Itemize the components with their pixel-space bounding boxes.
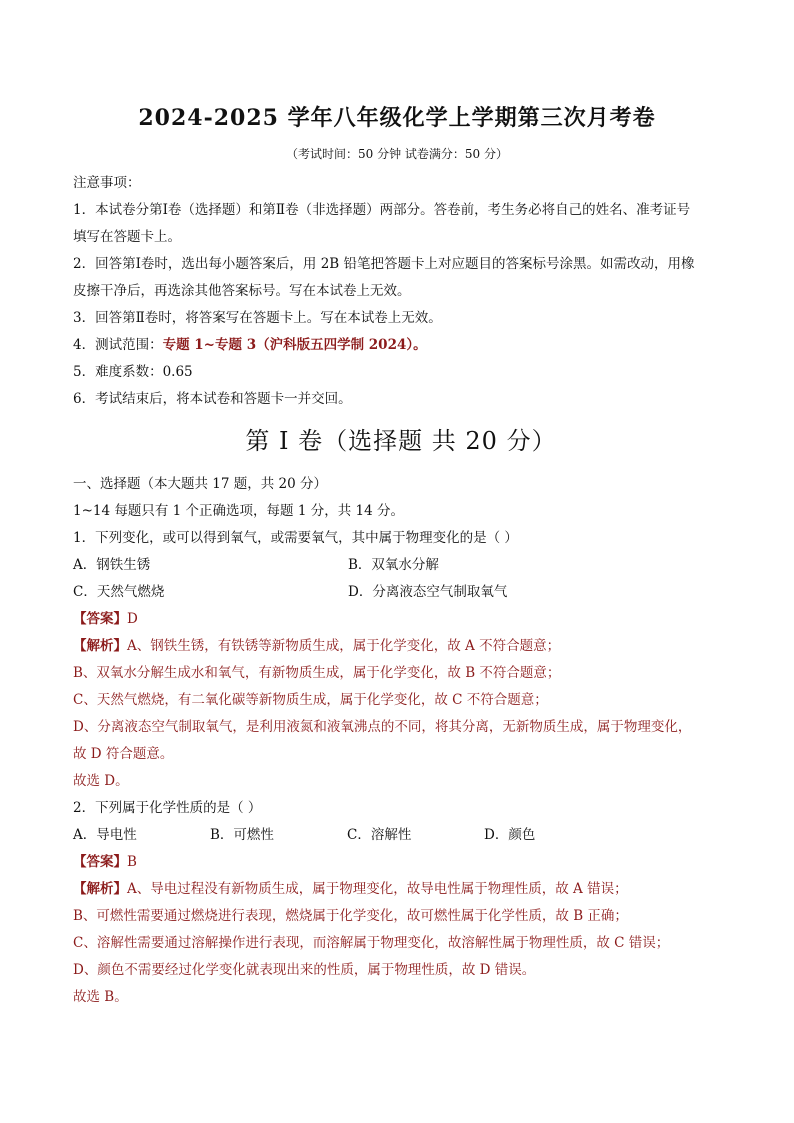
question-1-analysis-b: B、双氧水分解生成水和氧气，有新物质生成，属于化学变化，故 B 不符合题意；: [73, 665, 561, 681]
question-1-options-row-1: [73, 552, 729, 579]
note-item-4: [73, 332, 729, 359]
note-item-2-line-2: 皮擦干净后，再选涂其他答案标号。写在本试卷上无效。: [73, 283, 411, 299]
question-1-analysis-d-line-1: D、分离液态空气制取氧气，是利用液氮和液氧沸点的不同，将其分离，无新物质生成，属于物理变化，: [73, 719, 692, 735]
analysis-text: A、钢铁生锈，有铁锈等新物质生成，属于化学变化，故 A 不符合题意；: [127, 638, 561, 654]
analysis-text: A、导电过程没有新物质生成，属于物理变化，故导电性属于物理性质，故 A 错误；: [127, 881, 628, 897]
answer-value: D: [127, 611, 138, 627]
note-item-5: 5．难度系数：0.65: [73, 364, 193, 380]
question-2-analysis-b: B、可燃性需要通过燃烧进行表现，燃烧属于化学变化，故可燃性属于化学性质，故 B 正确；: [73, 908, 628, 924]
answer-value: B: [127, 854, 137, 870]
question-2-option-c: C．溶解性: [347, 827, 412, 843]
note-item-1-line-2: 填写在答题卡上。: [73, 229, 181, 245]
question-2-option-d: D．颜色: [484, 827, 536, 843]
test-scope: 专题 1~专题 3（沪科版五四学制 2024）。: [162, 337, 427, 353]
question-2-option-a: A．导电性: [73, 827, 137, 843]
question-1-option-d: D．分离液态空气制取氧气: [348, 584, 508, 600]
exam-title: 2024-2025 学年八年级化学上学期第三次月考卷: [138, 105, 656, 131]
question-2-analysis-c: C、溶解性需要通过溶解操作进行表现，而溶解属于物理变化，故溶解性属于物理性质，故 C 错误；: [73, 935, 670, 951]
question-2-analysis-a: [73, 876, 729, 903]
part-heading: 一、选择题（本大题共 17 题，共 20 分）: [73, 476, 328, 492]
question-1-option-c: C．天然气燃烧: [73, 584, 165, 600]
note-item-4-prefix: 4．测试范围：: [73, 337, 163, 353]
question-1-conclusion: 故选 D。: [73, 773, 129, 789]
question-2-options-row: [73, 822, 729, 849]
question-1-answer: [73, 606, 729, 633]
answer-tag: 【答案】: [73, 611, 127, 627]
exam-content: [73, 170, 729, 1011]
notes-heading: 注意事项：: [73, 175, 141, 191]
note-item-6: 6．考试结束后，将本试卷和答题卡一并交回。: [73, 391, 352, 407]
question-1-stem: 1．下列变化，或可以得到氧气，或需要氧气，其中属于物理变化的是（ ）: [73, 530, 518, 546]
analysis-tag: 【解析】: [73, 638, 127, 654]
note-item-3: 3．回答第Ⅱ卷时，将答案写在答题卡上。写在本试卷上无效。: [73, 310, 442, 326]
question-2-answer: [73, 849, 729, 876]
question-1-analysis-d-line-2: 故 D 符合题意。: [73, 746, 174, 762]
question-1-option-a: A．钢铁生锈: [73, 557, 151, 573]
note-item-1-line-1: 1．本试卷分第Ⅰ卷（选择题）和第Ⅱ卷（非选择题）两部分。答卷前，考生务必将自己的姓名、准考证号: [73, 202, 691, 218]
question-1-analysis-c: C、天然气燃烧，有二氧化碳等新物质生成，属于化学变化，故 C 不符合题意；: [73, 692, 548, 708]
section-title: 第 I 卷（选择题 共 20 分）: [245, 427, 557, 455]
question-1-option-b: B．双氧水分解: [348, 557, 439, 573]
question-1-options-row-2: [73, 579, 729, 606]
question-1-analysis-a: [73, 633, 729, 660]
exam-subtitle: （考试时间：50 分钟 试卷满分：50 分）: [286, 147, 508, 161]
question-2-stem: 2．下列属于化学性质的是（ ）: [73, 800, 262, 816]
question-2-analysis-d: D、颜色不需要经过化学变化就表现出来的性质，属于物理性质，故 D 错误。: [73, 962, 536, 978]
question-2-conclusion: 故选 B。: [73, 989, 128, 1005]
part-instruction: 1~14 每题只有 1 个正确选项，每题 1 分，共 14 分。: [73, 503, 404, 519]
note-item-2-line-1: 2．回答第Ⅰ卷时，选出每小题答案后，用 2B 铅笔把答题卡上对应题目的答案标号涂黑。如需改动，用橡: [73, 256, 695, 272]
answer-tag: 【答案】: [73, 854, 127, 870]
analysis-tag: 【解析】: [73, 881, 127, 897]
question-2-option-b: B．可燃性: [210, 827, 274, 843]
